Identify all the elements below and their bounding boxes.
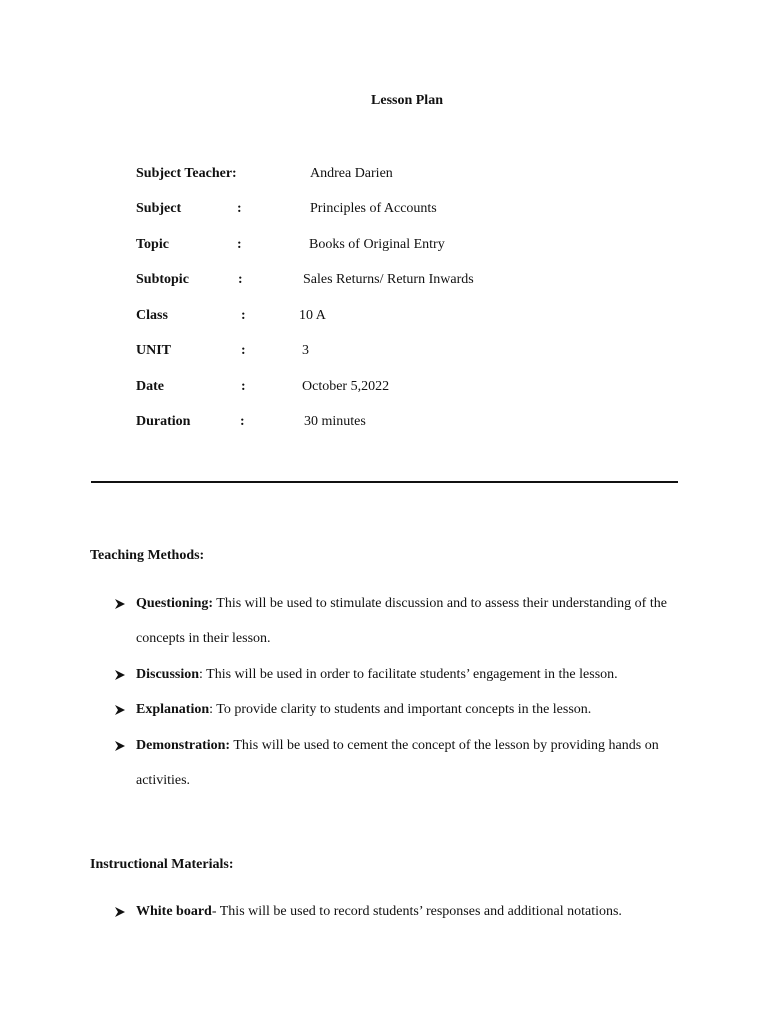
list-item-description: This will be used to stimulate discussion and to assess their understanding of the concepts in their lesson.: [136, 596, 667, 646]
info-colon: :: [241, 343, 246, 358]
horizontal-divider: [91, 481, 678, 483]
arrow-bullet-icon: [114, 594, 126, 614]
instructional-materials-heading: Instructional Materials:: [90, 857, 234, 872]
list-item-term: White board: [136, 904, 212, 919]
info-value: 30 minutes: [304, 414, 366, 429]
list-item-term: Explanation: [136, 702, 210, 717]
info-colon: :: [237, 201, 242, 216]
info-value: Books of Original Entry: [309, 237, 445, 252]
info-value: 3: [302, 343, 309, 358]
list-item-text: [136, 692, 676, 727]
info-value: Andrea Darien: [310, 166, 393, 181]
info-value: 10 A: [299, 308, 326, 323]
info-label: Subject: [136, 201, 182, 216]
info-colon: :: [237, 237, 242, 252]
list-item-text: [136, 586, 676, 656]
info-value: Sales Returns/ Return Inwards: [303, 272, 474, 287]
info-label: Subtopic: [136, 272, 189, 287]
arrow-bullet-icon: [114, 736, 126, 756]
info-colon: :: [241, 308, 246, 323]
info-colon: :: [240, 414, 245, 429]
arrow-bullet-icon: [114, 665, 126, 685]
info-label: Date: [136, 379, 164, 394]
list-item-description: This will be used to cement the concept of the lesson by providing hands on activities.: [136, 738, 659, 788]
teaching-methods-heading: Teaching Methods:: [90, 548, 205, 563]
info-label: UNIT: [136, 343, 172, 358]
info-label: Class: [136, 308, 168, 323]
arrow-bullet-icon: [114, 902, 126, 922]
list-item-term: Questioning:: [136, 596, 214, 611]
list-item-term: Demonstration:: [136, 738, 231, 753]
list-item-description: : This will be used in order to facilitate students’ engagement in the lesson.: [199, 667, 618, 682]
info-label: Subject Teacher:: [136, 166, 237, 181]
info-value: Principles of Accounts: [310, 201, 437, 216]
info-value: October 5,2022: [302, 379, 390, 394]
list-item-text: [136, 894, 676, 929]
info-label: Topic: [136, 237, 169, 252]
list-item-text: [136, 728, 676, 798]
list-item-text: [136, 657, 676, 692]
info-colon: :: [238, 272, 243, 287]
page-title: Lesson Plan: [371, 93, 443, 108]
list-item-term: Discussion: [136, 667, 200, 682]
info-label: Duration: [136, 414, 191, 429]
arrow-bullet-icon: [114, 700, 126, 720]
list-item-description: - This will be used to record students’ responses and additional notations.: [211, 904, 622, 919]
list-item-description: : To provide clarity to students and important concepts in the lesson.: [209, 702, 592, 717]
info-colon: :: [241, 379, 246, 394]
